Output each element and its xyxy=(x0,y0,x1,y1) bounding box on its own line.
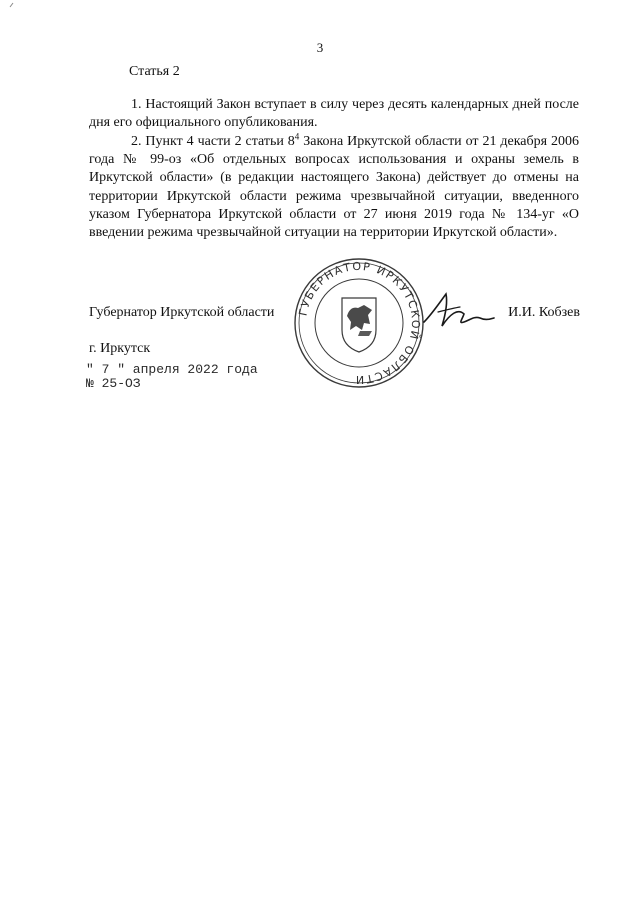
law-number: № 25-ОЗ xyxy=(86,376,141,391)
handwritten-signature xyxy=(418,290,508,335)
governor-name: И.И. Кобзев xyxy=(508,305,580,320)
seal-text: ГУБЕРНАТОР ИРКУТСКОЙ ОБЛАСТИ xyxy=(296,259,423,387)
governor-title: Губернатор Иркутской области xyxy=(89,305,275,320)
corner-mark xyxy=(9,2,15,8)
article-superscript: 4 xyxy=(294,131,300,142)
article-heading: Статья 2 xyxy=(129,64,180,79)
law-date: " 7 " апреля 2022 года xyxy=(86,362,258,377)
governor-seal xyxy=(284,258,434,388)
paragraph-1: 1. Настоящий Закон вступает в силу через десять календарных дней после дня его официального опубликования. xyxy=(89,97,579,131)
coat-of-arms-icon xyxy=(342,298,376,352)
city: г. Иркутск xyxy=(89,341,151,356)
page-number: 3 xyxy=(316,40,324,55)
paragraph-2-start: 2. Пункт 4 части 2 статьи 8 xyxy=(131,134,295,149)
paragraph-2 xyxy=(89,133,579,242)
paragraph-2-rest: Закона Иркутской области от 21 декабря 2006 года № 99-оз «Об отдельных вопросах использования и охраны земель в Иркутской области» (в редакции настоящего Закона) действует до отмены на территории Иркутской области режима чрезвычайной ситуации, введенного указом Губернатора Иркутской области от 27 июня 2019 года № 134-уг «О введении режима чрезвычайной ситуации на территории Иркутской области». xyxy=(89,134,579,241)
